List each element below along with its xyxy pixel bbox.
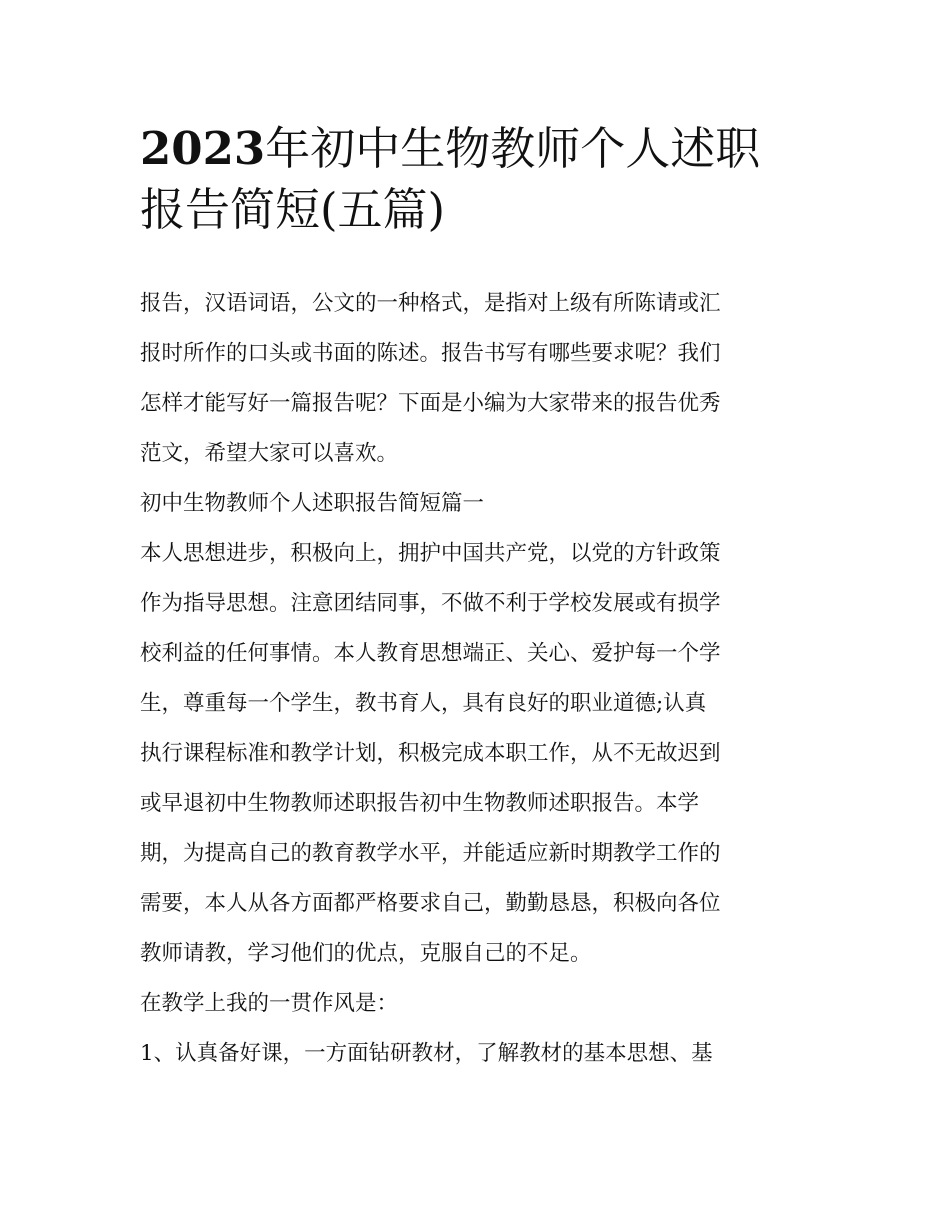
body-line: 校利益的任何事情。本人教育思想端正、关心、爱护每一个学 [140, 641, 721, 666]
body-line: 或早退初中生物教师述职报告初中生物教师述职报告。本学 [140, 791, 700, 816]
body-line: 期，为提高自己的教育教学水平，并能适应新时期教学工作的 [140, 841, 721, 866]
title-line-1-text: 年初中生物教师个人述职 [265, 122, 761, 175]
body-line: 教师请教，学习他们的优点，克服自己的不足。 [140, 941, 592, 966]
intro-paragraph [140, 279, 820, 479]
intro-line: 报告，汉语词语，公文的一种格式，是指对上级有所陈请或汇 [140, 291, 721, 316]
title-line-1 [140, 118, 820, 179]
teaching-style-intro-text: 在教学上我的一贯作风是： [140, 991, 399, 1016]
document-title [140, 118, 820, 240]
body-line: 本人思想进步，积极向上，拥护中国共产党，以党的方针政策 [140, 541, 721, 566]
section-body-paragraph [140, 529, 820, 979]
body-line: 生，尊重每一个学生，教书育人，具有良好的职业道德;认真 [140, 691, 707, 716]
title-line-2: 报告简短(五篇) [140, 183, 446, 236]
body-line: 需要，本人从各方面都严格要求自己，勤勤恳恳，积极向各位 [140, 891, 721, 916]
intro-line: 范文，希望大家可以喜欢。 [140, 441, 399, 466]
body-line: 作为指导思想。注意团结同事，不做不利于学校发展或有损学 [140, 591, 721, 616]
body-line: 执行课程标准和教学计划，积极完成本职工作，从不无故迟到 [140, 741, 721, 766]
title-year: 2023 [140, 122, 266, 175]
intro-line: 报时所作的口头或书面的陈述。报告书写有哪些要求呢？我们 [140, 341, 721, 366]
document-body [140, 279, 820, 1079]
teaching-style-intro [140, 979, 820, 1029]
list-item-1-text: 1、认真备好课，一方面钻研教材，了解教材的基本思想、基 [140, 1041, 713, 1066]
section-heading [140, 479, 820, 529]
section-heading-text: 初中生物教师个人述职报告简短篇一 [140, 491, 485, 516]
intro-line: 怎样才能写好一篇报告呢？下面是小编为大家带来的报告优秀 [140, 391, 721, 416]
list-item [140, 1029, 820, 1079]
